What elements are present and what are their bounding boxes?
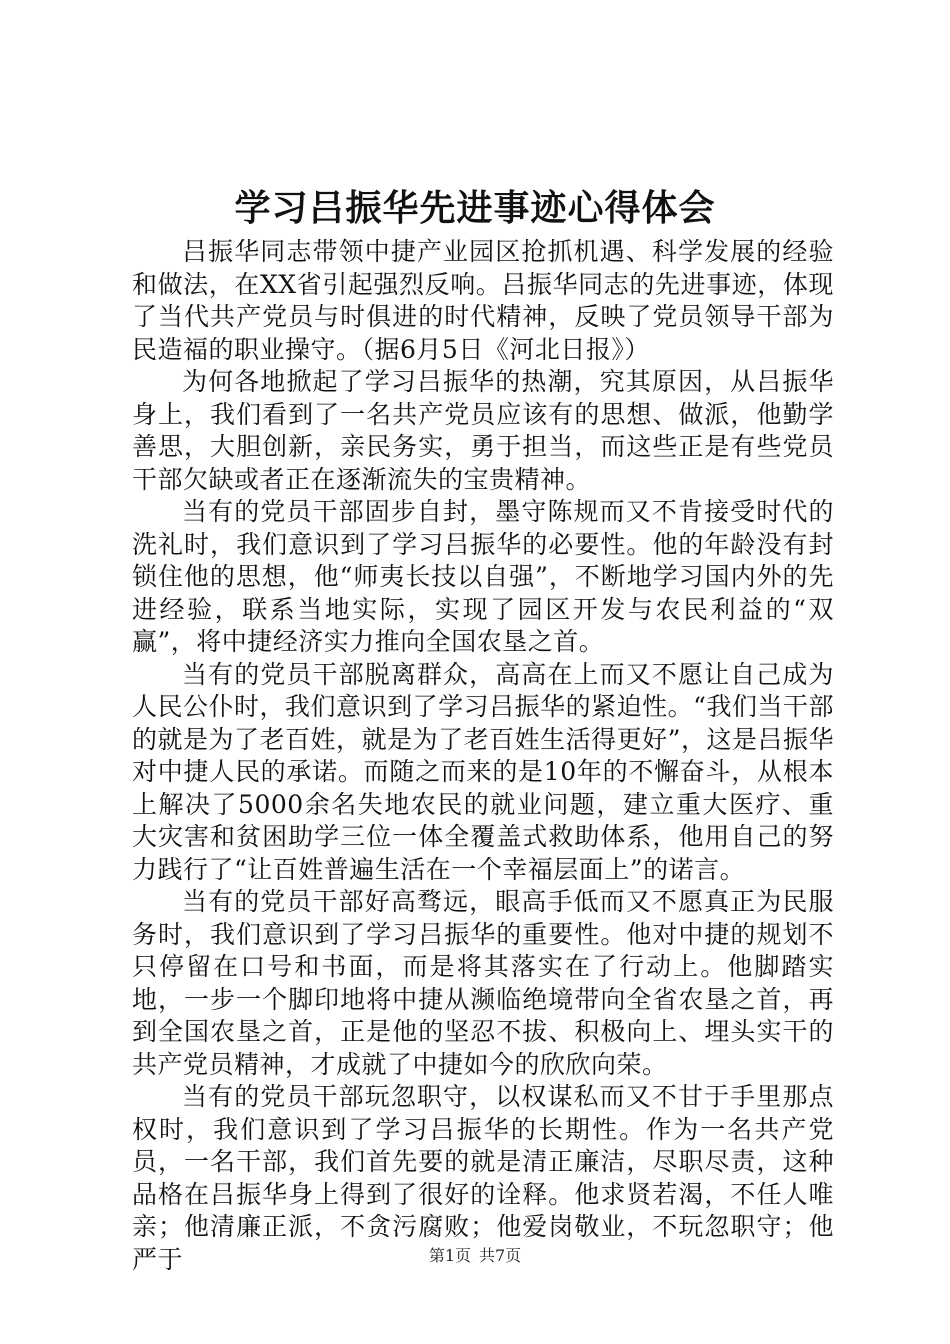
paragraph-1: 吕振华同志带领中捷产业园区抢抓机遇、科学发展的经验和做法，在XX省引起强烈反响。吕振华同志的先进事迹，体现了当代共产党员与时俱进的时代精神，反映了党员领导干部为民造福的职业操守。（据6月5日《河北日报》） [132, 237, 834, 364]
paragraph-4: 当有的党员干部脱离群众，高高在上而又不愿让自己成为人民公仆时，我们意识到了学习吕振华的紧迫性。“我们当干部的就是为了老百姓，就是为了老百姓生活得更好”，这是吕振华对中捷人民的承诺。而随之而来的是10年的不懈奋斗，从根本上解决了5000余名失地农民的就业问题，建立重大医疗、重大灾害和贫困助学三位一体全覆盖式救助体系，他用自己的努力践行了“让百姓普遍生活在一个幸福层面上”的诺言。 [132, 659, 834, 884]
paragraph-3: 当有的党员干部固步自封，墨守陈规而又不肯接受时代的洗礼时，我们意识到了学习吕振华的必要性。他的年龄没有封锁住他的思想，他“师夷长技以自强”，不断地学习国内外的先进经验，联系当地实际，实现了园区开发与农民利益的“双赢”，将中捷经济实力推向全国农垦之首。 [132, 497, 834, 656]
document-title: 学习吕振华先进事迹心得体会 [234, 187, 716, 229]
page-number: 第1页 [428, 1246, 471, 1265]
paragraph-6: 当有的党员干部玩忽职守，以权谋私而又不甘于手里那点权时，我们意识到了学习吕振华的长期性。作为一名共产党员，一名干部，我们首先要的就是清正廉洁，尽职尽责，这种品格在吕振华身上得到了很好的诠释。他求贤若渴，不任人唯亲；他清廉正派，不贪污腐败；他爱岗敬业，不玩忽职守；他严于 [132, 1082, 834, 1274]
page-total: 共7页 [479, 1246, 522, 1265]
paragraph-5: 当有的党员干部好高骛远，眼高手低而又不愿真正为民服务时，我们意识到了学习吕振华的重要性。他对中捷的规划不只停留在口号和书面，而是将其落实在了行动上。他脚踏实地，一步一个脚印地将中捷从濒临绝境带向全省农垦之首，再到全国农垦之首，正是他的坚忍不拔、积极向上、埋头实干的共产党员精神，才成就了中捷如今的欣欣向荣。 [132, 887, 834, 1079]
document-body [132, 236, 834, 1276]
paragraph-2: 为何各地掀起了学习吕振华的热潮，究其原因，从吕振华身上，我们看到了一名共产党员应该有的思想、做派，他勤学善思，大胆创新，亲民务实，勇于担当，而这些正是有些党员干部欠缺或者正在逐渐流失的宝贵精神。 [132, 367, 834, 494]
page-footer [0, 1246, 950, 1266]
